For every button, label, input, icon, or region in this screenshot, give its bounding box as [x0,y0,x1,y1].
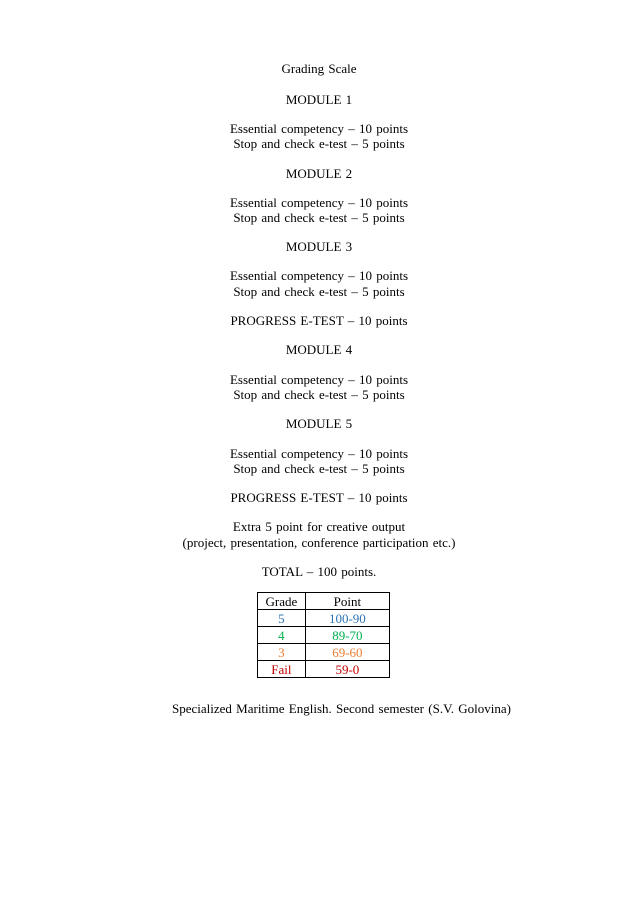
module-4-competency: Essential competency – 10 points [229,372,409,387]
grade-cell: 3 [258,644,306,661]
grade-cell: 4 [258,627,306,644]
module-5-heading: MODULE 5 [285,416,353,431]
extra-points-detail: (project, presentation, conference participation etc.) [182,535,456,550]
page-title: Grading Scale [281,61,357,76]
module-1-competency: Essential competency – 10 points [229,121,409,136]
extra-points-line: Extra 5 point for creative output [232,519,406,534]
grade-column-header: Grade [258,593,306,610]
point-cell: 89-70 [305,627,389,644]
table-row [258,610,390,627]
module-2-competency: Essential competency – 10 points [229,195,409,210]
grade-cell: Fail [258,661,306,678]
module-2-heading: MODULE 2 [285,166,353,181]
module-3-heading: MODULE 3 [285,239,353,254]
point-cell: 100-90 [305,610,389,627]
table-row [258,661,390,678]
module-4-stop-check: Stop and check e-test – 5 points [233,387,405,402]
grade-table [257,592,390,678]
table-header-row [258,593,390,610]
module-4-heading: MODULE 4 [285,342,353,357]
point-column-header: Point [305,593,389,610]
module-2-stop-check: Stop and check e-test – 5 points [233,210,405,225]
total-points: TOTAL – 100 points. [261,564,377,579]
module-5-stop-check: Stop and check e-test – 5 points [233,461,405,476]
table-row [258,644,390,661]
point-cell: 59-0 [305,661,389,678]
module-3-stop-check: Stop and check e-test – 5 points [233,284,405,299]
document-footer: Specialized Maritime English. Second semester (S.V. Golovina) [172,701,511,716]
module-5-competency: Essential competency – 10 points [229,446,409,461]
table-row [258,627,390,644]
progress-test-2: PROGRESS E-TEST – 10 points [230,490,408,505]
progress-test-1: PROGRESS E-TEST – 10 points [230,313,408,328]
module-1-stop-check: Stop and check e-test – 5 points [233,136,405,151]
grade-cell: 5 [258,610,306,627]
module-1-heading: MODULE 1 [285,92,353,107]
module-3-competency: Essential competency – 10 points [229,268,409,283]
point-cell: 69-60 [305,644,389,661]
